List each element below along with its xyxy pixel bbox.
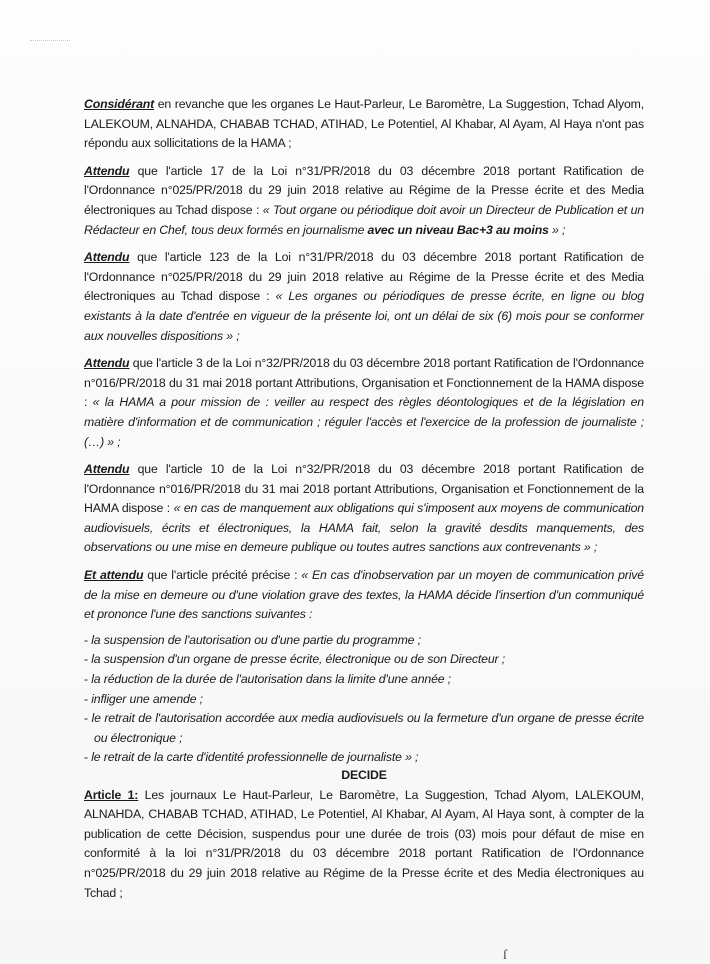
article-1-label: Article 1: — [84, 787, 139, 802]
attendu-text: que l'article 17 de la Loi n°31/PR/2018 du 03 décembre 2018 portant Ratification de l'Ordonnance n°025/PR/2018 du 29 juin 2018 relative au Régime de la Presse écrite et des Media électroniques au Tchad dispose : — [84, 163, 644, 217]
list-item: - la suspension de l'autorisation ou d'une partie du programme ; — [84, 632, 421, 647]
et-attendu-paragraph — [84, 566, 644, 625]
attendu-quote: « Les organes ou périodiques de presse écrite, en ligne ou blog existants à la date d'entrée en vigueur de la présente loi, ont un délai de six (6) mois pour se conformer aux nouvelles dispositions » ; — [84, 289, 644, 343]
attendu-keyword: Attendu — [84, 163, 130, 178]
considerant-keyword: Considérant — [84, 97, 155, 111]
et-attendu-text: que l'article précité précise : — [143, 568, 302, 583]
decide-heading: DECIDE — [341, 768, 387, 782]
sanctions-list — [84, 631, 644, 768]
list-item: - infliger une amende ; — [84, 691, 203, 706]
attendu-quote-emphasis: avec un niveau Bac+3 au moins — [367, 222, 549, 237]
et-attendu-quote: « En cas d'inobservation par un moyen de communication privé de la mise en demeure ou d'une violation grave des textes, la HAMA décide l'insertion d'un communiqué et prononce l'une des sanctions suivantes : — [84, 568, 644, 622]
article-1-paragraph — [84, 786, 644, 904]
et-attendu-keyword: Et attendu — [84, 568, 144, 583]
list-item: - le retrait de l'autorisation accordée aux media audiovisuels ou la fermeture d'un organe de presse écrite ou électronique ; — [84, 711, 644, 745]
decision-body — [84, 95, 644, 911]
attendu-text: que l'article 123 de la Loi n°31/PR/2018 du 03 décembre 2018 portant Ratification de l'Ordonnance n°025/PR/2018 du 29 juin 2018 relative au Régime de la Presse écrite et des Media électroniques au Tchad dispose : — [84, 250, 644, 304]
page-continuation-mark: ſ — [503, 948, 507, 963]
attendu-keyword: Attendu — [84, 250, 130, 265]
considerant-paragraph — [84, 95, 644, 154]
attendu-keyword: Attendu — [84, 356, 130, 371]
attendu-keyword: Attendu — [84, 462, 130, 477]
attendu-quote: « la HAMA a pour mission de : veiller au respect des règles déontologiques et de la législation en matière d'information et de communication ; réguler l'accès et l'exercice de la profession de journaliste ; (…) » ; — [84, 395, 644, 449]
attendu-paragraph-1 — [84, 162, 644, 240]
list-item: - le retrait de la carte d'identité professionnelle de journaliste » ; — [84, 750, 419, 765]
scan-artifact — [30, 40, 70, 45]
considerant-text: en revanche que les organes Le Haut-Parleur, Le Baromètre, La Suggestion, Tchad Alyom, LALEKOUM, ALNAHDA, CHABAB TCHAD, ATIHAD, Le Potentiel, Al Khabar, Al Ayam, Al Haya n'ont pas répondu aux sollicitations de la HAMA ; — [84, 97, 644, 151]
attendu-paragraph-2 — [84, 248, 644, 346]
attendu-quote-end: » ; — [548, 222, 566, 237]
article-1-text: Les journaux Le Haut-Parleur, Le Baromètre, La Suggestion, Tchad Alyom, LALEKOUM, ALNAHDA, CHABAB TCHAD, ATIHAD, Le Potentiel, Al Khabar, Al Ayam, Al Haya sont, à compter de la publication de cette Décision, suspendus pour une durée de trois (03) mois pour défaut de mise en conformité à la loi n°31/PR/2018 du 03 décembre 2018 portant Ratification de l'Ordonnance n°025/PR/2018 du 29 juin 2018 relative au Régime de la Presse écrite et des Media électroniques au Tchad ; — [84, 787, 644, 900]
attendu-paragraph-4 — [84, 460, 644, 558]
attendu-quote: « en cas de manquement aux obligations qui s'imposent aux moyens de communication audiovisuels, écrits et électroniques, la HAMA fait, selon la gravité desdits manquements, des observations ou une mise en demeure publique ou toutes autres sanctions aux contrevenants » ; — [84, 501, 644, 555]
attendu-text: que l'article 3 de la Loi n°32/PR/2018 du 03 décembre 2018 portant Ratification de l'Ordonnance n°016/PR/2018 du 31 mai 2018 portant Attributions, Organisation et Fonctionnement de la HAMA dispose : — [84, 356, 644, 410]
list-item: - la suspension d'un organe de presse écrite, électronique ou de son Directeur ; — [84, 652, 506, 667]
list-item: - la réduction de la durée de l'autorisation dans la limite d'une année ; — [84, 672, 452, 687]
attendu-text: que l'article 10 de la Loi n°32/PR/2018 du 03 décembre 2018 portant Ratification de l'Ordonnance n°016/PR/2018 du 31 mai 2018 portant Attributions, Organisation et Fonctionnement de la HAMA dispose : — [84, 462, 644, 516]
attendu-paragraph-3 — [84, 354, 644, 452]
attendu-quote: « Tout organe ou périodique doit avoir un Directeur de Publication et un Rédacteur en Chef, tous deux formés en journalisme — [84, 202, 644, 237]
